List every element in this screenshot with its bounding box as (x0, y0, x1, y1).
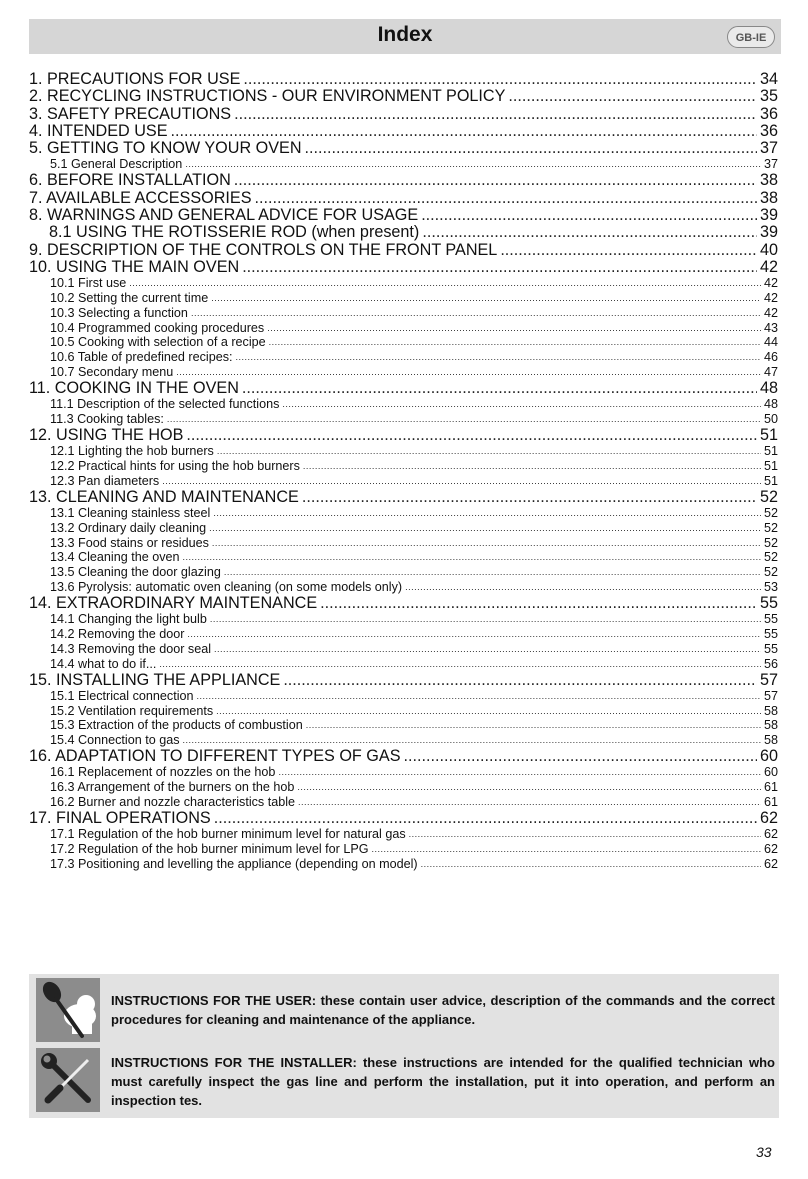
toc-entry-page: 62 (763, 827, 778, 842)
wrench-screwdriver-icon (36, 1048, 100, 1112)
toc-entry-page: 62 (763, 856, 778, 871)
toc-entry-title: 15. INSTALLING THE APPLIANCE (29, 671, 281, 689)
toc-entry (29, 276, 778, 291)
toc-dot-leader (267, 321, 761, 336)
toc-entry-page: 55 (763, 641, 778, 656)
toc-entry-page: 55 (763, 612, 778, 627)
toc-dot-leader (162, 474, 761, 489)
toc-entry-title: 10. USING THE MAIN OVEN (29, 258, 240, 276)
toc-entry-title: 12.1 Lighting the hob burners (50, 444, 214, 459)
toc-entry (29, 172, 778, 189)
toc-dot-leader (216, 704, 761, 719)
toc-entry (29, 123, 778, 140)
toc-entry (29, 810, 778, 827)
toc-entry (29, 190, 778, 207)
toc-entry-page: 51 (763, 458, 778, 473)
toc-dot-leader (282, 397, 761, 412)
toc-entry (29, 536, 778, 551)
toc-dot-leader (183, 733, 761, 748)
language-badge: GB-IE (727, 26, 775, 48)
toc-entry (29, 291, 778, 306)
toc-entry-page: 62 (763, 842, 778, 856)
toc-entry (29, 242, 778, 259)
toc-entry (29, 842, 778, 857)
toc-dot-leader (159, 657, 761, 672)
spoon-chef-hat-icon (36, 978, 100, 1042)
toc-entry-title: 5.1 General Description (50, 157, 183, 172)
toc-entry-page: 58 (763, 703, 778, 718)
toc-entry-title: 12.2 Practical hints for using the hob burners (50, 458, 300, 473)
toc-entry-title: 10.2 Setting the current time (50, 290, 209, 305)
toc-entry-page: 36 (759, 122, 778, 140)
toc-entry (29, 657, 778, 672)
toc-dot-leader (269, 335, 761, 350)
toc-dot-leader (500, 242, 757, 259)
toc-dot-leader (197, 689, 761, 704)
toc-dot-leader (214, 642, 761, 657)
toc-entry (29, 106, 778, 123)
toc-entry-page: 39 (759, 224, 778, 242)
toc-dot-leader (185, 157, 761, 172)
toc-entry-page: 48 (759, 379, 778, 397)
toc-entry-title: 17. FINAL OPERATIONS (29, 809, 211, 827)
page-number: 33 (756, 1144, 772, 1160)
toc-entry (29, 321, 778, 336)
toc-entry-page: 36 (759, 105, 778, 123)
toc-entry-page: 61 (763, 780, 778, 795)
toc-entry (29, 397, 778, 412)
toc-entry-page: 37 (759, 140, 778, 158)
toc-entry (29, 427, 778, 444)
toc-entry-title: 13.1 Cleaning stainless steel (50, 505, 211, 520)
toc-entry (29, 704, 778, 719)
toc-dot-leader (234, 106, 757, 123)
page-title: Index (377, 23, 433, 46)
toc-dot-leader (187, 627, 761, 642)
toc-entry-page: 42 (763, 276, 778, 291)
toc-entry (29, 672, 778, 689)
toc-entry-page: 50 (763, 412, 778, 426)
toc-entry-title: 11.3 Cooking tables: (50, 412, 164, 426)
toc-dot-leader (242, 259, 757, 276)
toc-entry-title: 10.1 First use (50, 276, 127, 291)
toc-dot-leader (283, 672, 757, 689)
toc-entry-page: 55 (763, 627, 778, 641)
toc-entry-title: 17.1 Regulation of the hob burner minimum level for natural gas (50, 827, 406, 842)
toc-dot-leader (213, 506, 761, 521)
toc-entry-title: 12. USING THE HOB (29, 426, 184, 444)
toc-entry (29, 412, 778, 427)
toc-dot-leader (320, 595, 757, 612)
toc-entry-title: 13. CLEANING AND MAINTENANCE (29, 488, 299, 506)
toc-entry-title: 12.3 Pan diameters (50, 473, 160, 488)
toc-entry-title: 4. INTENDED USE (29, 122, 168, 140)
toc-entry-page: 57 (759, 671, 778, 689)
toc-dot-leader (255, 190, 757, 207)
toc-entry-title: 17.2 Regulation of the hob burner minimum level for LPG (50, 842, 369, 856)
toc-dot-leader (211, 291, 761, 306)
toc-entry-page: 52 (763, 550, 778, 565)
toc-entry (29, 565, 778, 580)
toc-entry (29, 733, 778, 748)
toc-entry-page: 52 (763, 505, 778, 520)
toc-entry-title: 14.3 Removing the door seal (50, 641, 212, 656)
toc-entry (29, 489, 778, 506)
toc-entry-page: 53 (763, 580, 778, 595)
toc-dot-leader (422, 224, 757, 241)
toc-dot-leader (186, 427, 757, 444)
toc-entry-title: 16.3 Arrangement of the burners on the hob (50, 780, 295, 795)
toc-entry (29, 780, 778, 795)
toc-entry (29, 580, 778, 595)
toc-entry-page: 40 (759, 241, 778, 259)
toc-entry-title: 10.6 Table of predefined recipes: (50, 350, 233, 365)
toc-dot-leader (405, 580, 761, 595)
toc-entry (29, 627, 778, 642)
toc-entry-title: 15.1 Electrical connection (50, 688, 194, 703)
toc-entry-title: 10.5 Cooking with selection of a recipe (50, 335, 266, 350)
installer-instructions-text: INSTRUCTIONS FOR THE INSTALLER: these instructions are intended for the qualified technician who must carefully inspect the gas line and perform the installation, put it into operation, and perform an inspection tes. (111, 1055, 775, 1108)
toc-dot-leader (372, 842, 761, 857)
toc-dot-leader (167, 412, 761, 427)
toc-entry-page: 58 (763, 733, 778, 748)
toc-entry-title: 8.1 USING THE ROTISSERIE ROD (when present) (49, 224, 420, 242)
toc-dot-leader (183, 550, 761, 565)
toc-dot-leader (243, 71, 757, 88)
toc-dot-leader (171, 123, 757, 140)
toc-entry (29, 857, 778, 872)
toc-dot-leader (421, 207, 757, 224)
toc-entry-title: 13.2 Ordinary daily cleaning (50, 520, 207, 535)
toc-entry-title: 7. AVAILABLE ACCESSORIES (29, 189, 252, 207)
toc-dot-leader (214, 810, 757, 827)
toc-dot-leader (278, 765, 761, 780)
toc-entry-title: 11. COOKING IN THE OVEN (29, 379, 239, 397)
toc-entry (29, 335, 778, 350)
toc-entry (29, 88, 778, 105)
toc-entry (29, 459, 778, 474)
toc-entry-title: 13.5 Cleaning the door glazing (50, 565, 221, 580)
toc-entry (29, 71, 778, 88)
toc-entry (29, 642, 778, 657)
toc-entry-title: 6. BEFORE INSTALLATION (29, 172, 231, 190)
toc-dot-leader (234, 172, 757, 189)
toc-entry (29, 718, 778, 733)
toc-entry-page: 37 (763, 157, 778, 172)
toc-dot-leader (236, 350, 761, 365)
toc-entry-page: 47 (763, 365, 778, 380)
toc-entry-title: 17.3 Positioning and levelling the appliance (depending on model) (50, 856, 418, 871)
toc-entry (29, 350, 778, 365)
toc-dot-leader (176, 365, 761, 380)
toc-entry-page: 56 (763, 656, 778, 671)
toc-entry-title: 14.1 Changing the light bulb (50, 612, 207, 627)
toc-entry-page: 38 (759, 189, 778, 207)
toc-dot-leader (508, 88, 757, 105)
toc-entry-page: 52 (763, 520, 778, 535)
toc-entry (29, 506, 778, 521)
toc-entry-page: 60 (759, 748, 778, 766)
toc-entry-title: 15.4 Connection to gas (50, 733, 180, 748)
toc-entry (29, 689, 778, 704)
toc-entry-title: 16. ADAPTATION TO DIFFERENT TYPES OF GAS (29, 748, 401, 766)
toc-entry-title: 15.2 Ventilation requirements (50, 703, 214, 718)
toc-dot-leader (212, 536, 761, 551)
toc-entry-page: 51 (759, 426, 778, 444)
toc-entry-page: 61 (763, 795, 778, 810)
instruction-legend (29, 974, 779, 1118)
toc-entry-page: 48 (763, 397, 778, 412)
toc-entry-title: 5. GETTING TO KNOW YOUR OVEN (29, 140, 302, 158)
toc-entry (29, 765, 778, 780)
toc-entry-title: 11.1 Description of the selected functions (50, 397, 280, 412)
toc-entry-title: 14.4 what to do if... (50, 656, 157, 671)
toc-dot-leader (224, 565, 761, 580)
toc-dot-leader (306, 718, 761, 733)
toc-entry-title: 16.2 Burner and nozzle characteristics table (50, 795, 296, 810)
toc-entry-page: 52 (759, 488, 778, 506)
toc-entry-page: 52 (763, 565, 778, 580)
toc-entry (29, 380, 778, 397)
toc-entry-page: 62 (759, 809, 778, 827)
toc-entry-page: 51 (763, 444, 778, 459)
toc-entry-page: 35 (759, 88, 778, 106)
toc-entry-title: 14. EXTRAORDINARY MAINTENANCE (29, 594, 318, 612)
toc-entry-title: 13.3 Food stains or residues (50, 535, 209, 550)
toc-dot-leader (298, 795, 761, 810)
toc-entry-title: 10.7 Secondary menu (50, 365, 174, 380)
toc-entry (29, 827, 778, 842)
toc-entry-page: 46 (763, 350, 778, 365)
toc-entry-page: 43 (763, 320, 778, 335)
toc-entry (29, 157, 778, 172)
toc-entry (29, 259, 778, 276)
toc-entry-title: 8. WARNINGS AND GENERAL ADVICE FOR USAGE (29, 206, 419, 224)
toc-entry (29, 474, 778, 489)
toc-entry (29, 550, 778, 565)
toc-dot-leader (404, 748, 757, 765)
toc-entry-page: 44 (763, 335, 778, 350)
toc-entry-page: 42 (763, 290, 778, 305)
toc-entry-page: 58 (763, 718, 778, 733)
toc-entry-page: 60 (763, 765, 778, 780)
toc-entry (29, 306, 778, 321)
toc-dot-leader (303, 459, 761, 474)
toc-entry-page: 34 (759, 71, 778, 88)
table-of-contents (29, 71, 778, 872)
toc-entry (29, 444, 778, 459)
toc-entry-page: 38 (759, 172, 778, 190)
toc-entry-page: 39 (759, 206, 778, 224)
toc-entry-page: 52 (763, 535, 778, 550)
toc-dot-leader (297, 780, 761, 795)
toc-dot-leader (302, 489, 757, 506)
toc-dot-leader (421, 857, 761, 872)
toc-dot-leader (209, 521, 761, 536)
toc-entry (29, 795, 778, 810)
toc-entry-page: 57 (763, 688, 778, 703)
toc-entry (29, 595, 778, 612)
toc-entry (29, 748, 778, 765)
toc-entry (29, 207, 778, 224)
toc-entry-title: 13.4 Cleaning the oven (50, 550, 180, 565)
toc-entry (29, 365, 778, 380)
toc-entry (29, 140, 778, 157)
toc-dot-leader (242, 380, 757, 397)
toc-entry-title: 16.1 Replacement of nozzles on the hob (50, 765, 276, 780)
toc-entry-title: 10.4 Programmed cooking procedures (50, 320, 265, 335)
toc-dot-leader (210, 612, 761, 627)
toc-entry-title: 3. SAFETY PRECAUTIONS (29, 105, 232, 123)
toc-dot-leader (305, 140, 757, 157)
toc-entry-title: 13.6 Pyrolysis: automatic oven cleaning (on some models only) (50, 580, 403, 595)
toc-entry-page: 42 (763, 305, 778, 320)
user-instructions-text: INSTRUCTIONS FOR THE USER: these contain user advice, description of the commands and the correct procedures for cleaning and maintenance of the appliance. (111, 993, 775, 1027)
toc-entry-title: 14.2 Removing the door (50, 627, 185, 641)
toc-dot-leader (409, 827, 761, 842)
toc-entry (29, 612, 778, 627)
toc-entry-title: 10.3 Selecting a function (50, 305, 188, 320)
toc-dot-leader (191, 306, 761, 321)
toc-entry (29, 224, 778, 241)
toc-entry-title: 15.3 Extraction of the products of combustion (50, 718, 303, 733)
toc-entry-title: 9. DESCRIPTION OF THE CONTROLS ON THE FRONT PANEL (29, 241, 498, 259)
toc-entry (29, 521, 778, 536)
toc-entry-title: 2. RECYCLING INSTRUCTIONS - OUR ENVIRONMENT POLICY (29, 88, 506, 106)
toc-entry-page: 55 (759, 594, 778, 612)
toc-dot-leader (217, 444, 761, 459)
toc-entry-title: 1. PRECAUTIONS FOR USE (29, 71, 241, 88)
toc-entry-page: 42 (759, 258, 778, 276)
toc-entry-page: 51 (763, 473, 778, 488)
page-header (29, 19, 781, 54)
toc-dot-leader (129, 276, 761, 291)
